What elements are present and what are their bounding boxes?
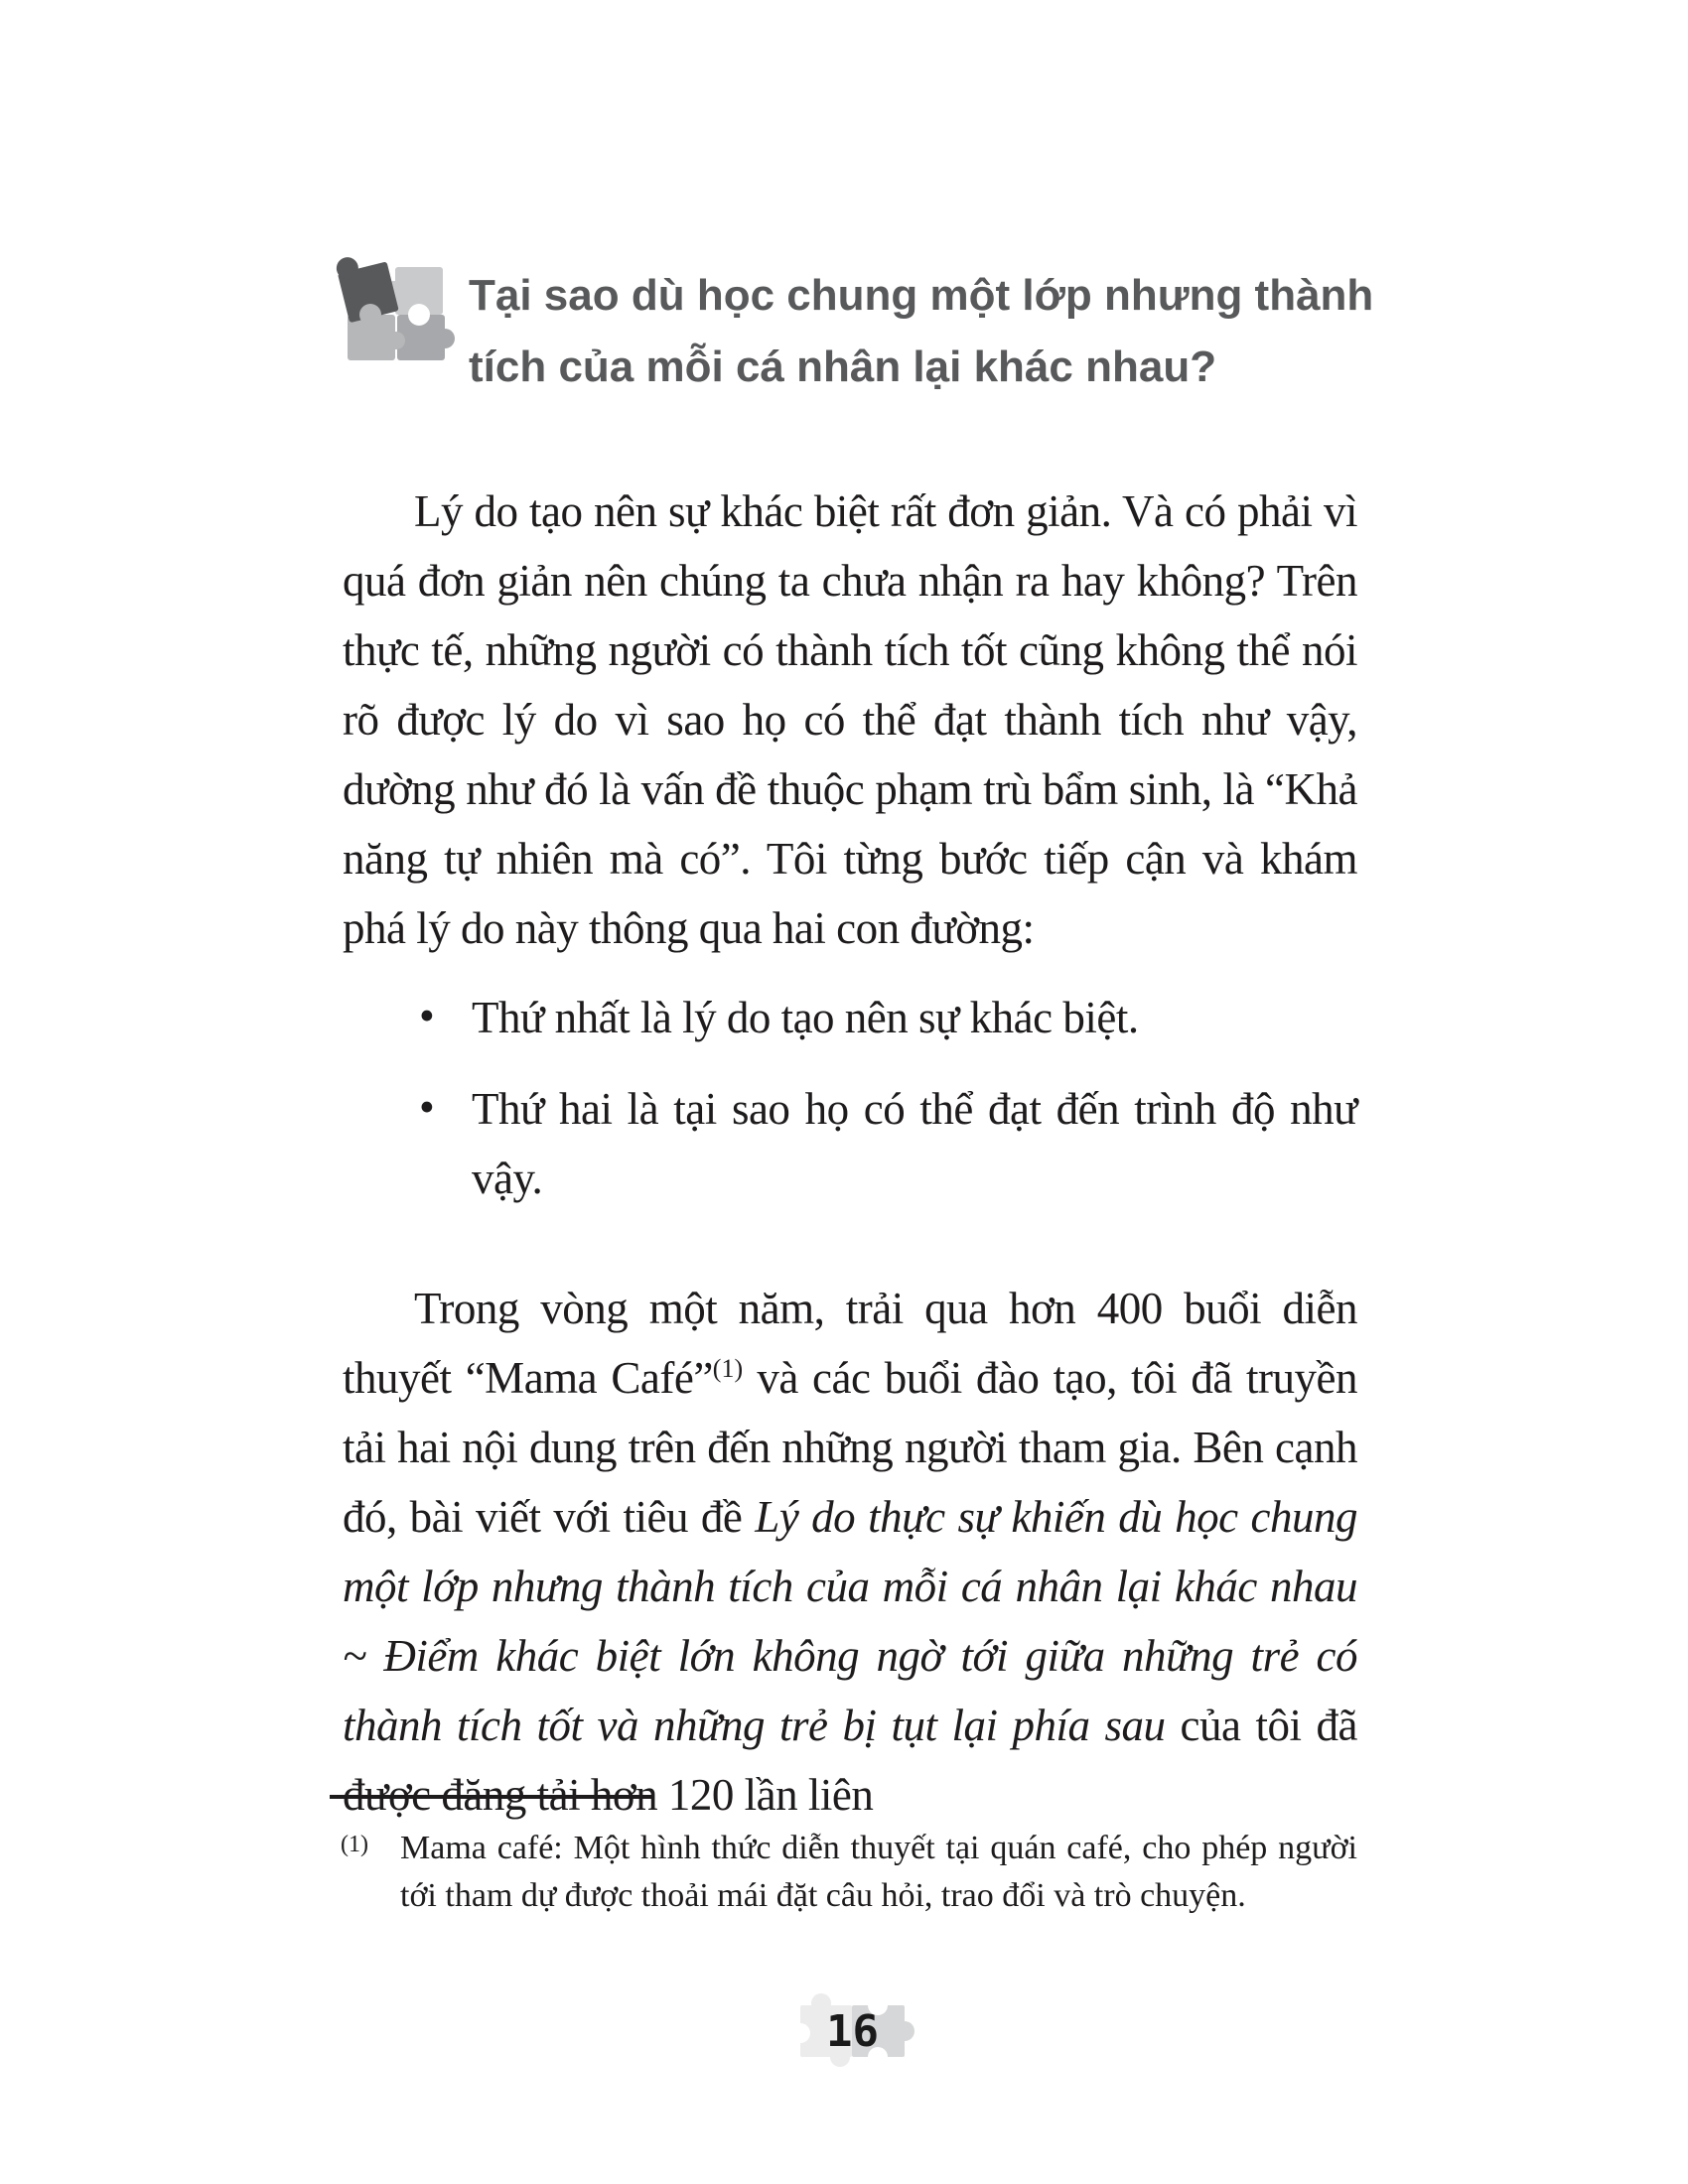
footnote-reference: (1) — [712, 1354, 744, 1383]
body-paragraph-1: Lý do tạo nên sự khác biệt rất đơn giản. Và có phải vì quá đơn giản nên chúng ta chưa nhận ra hay không? Trên thực tế, những người có thành tích tốt cũng không thể nói rõ được lý do vì sao họ có thể đạt thành tích như vậy, dường như đó là vấn đề thuộc phạm trù bẩm sinh, là “Khả năng tự nhiên mà có”. Tôi từng bước tiếp cận và khám phá lý do này thông qua hai con đường: — [343, 486, 1357, 953]
bullet-item-1: • Thứ nhất là lý do tạo nên sự khác biệt. — [419, 983, 1357, 1052]
paragraph-2-text-start: Trong vòng một năm, trải qua hơn 400 buổi diễn thuyết “Mama Café” — [343, 1284, 1357, 1403]
page-number: 16 — [826, 2006, 879, 2057]
footnote — [343, 1825, 1357, 1920]
body-paragraph-2 — [343, 1274, 1357, 1830]
paragraph-2-text-end: của tôi đã được đăng tải hơn 120 lần liên — [343, 1701, 1357, 1820]
section-heading-line-2: tích của mỗi cá nhân lại khác nhau? — [469, 342, 1217, 391]
footnote-marker: (1) — [341, 1832, 368, 1857]
footnote-divider — [330, 1795, 653, 1799]
paragraph-2-text-middle: và các buổi đào tạo, tôi đã truyền tải hai nội dung trên đến những người tham gia. Bên cạnh đó, bài viết với tiêu đề — [343, 1353, 1357, 1542]
puzzle-icon — [334, 253, 455, 364]
section-heading — [469, 260, 1402, 403]
bullet-item-2: • Thứ hai là tại sao họ có thể đạt đến trình độ như vậy. — [419, 1074, 1357, 1213]
bullet-list — [419, 983, 1357, 1235]
section-heading-line-1: Tại sao dù học chung một lớp nhưng thành — [469, 271, 1374, 320]
footnote-text: Mama café: Một hình thức diễn thuyết tại quán café, cho phép người tới tham dự được thoải mái đặt câu hỏi, trao đổi và trò chuyện. — [400, 1830, 1357, 1914]
article-title-italic: Lý do thực sự khiến dù học chung một lớp nhưng thành tích của mỗi cá nhân lại khác nhau ~ Điểm khác biệt lớn không ngờ tới giữa những trẻ có thành tích tốt và những trẻ bị tụt lại phía sau — [343, 1492, 1357, 1750]
